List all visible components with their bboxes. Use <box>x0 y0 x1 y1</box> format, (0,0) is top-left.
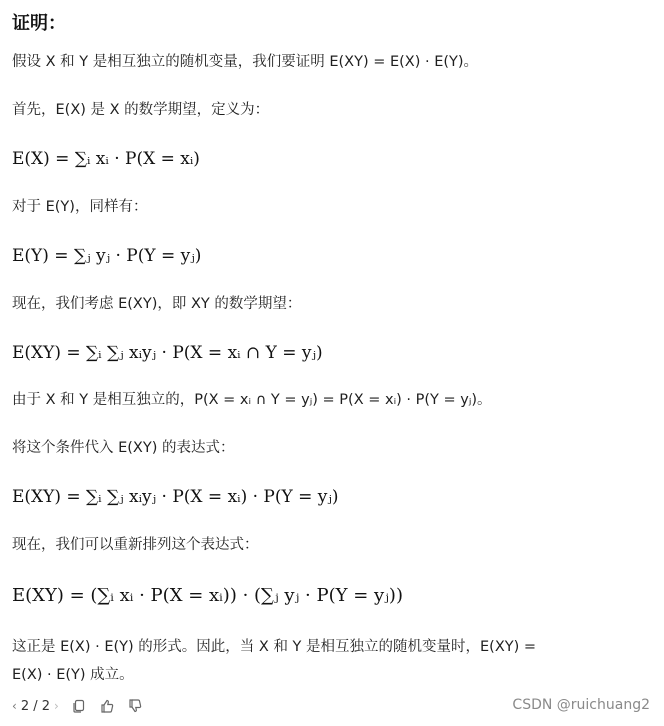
response-footer <box>12 695 143 717</box>
thumbs-down-icon-svg <box>128 699 142 713</box>
thumbs-up-icon[interactable] <box>99 698 115 714</box>
copy-icon-svg <box>72 699 86 713</box>
formula-exy-joint: E(XY) = ∑ᵢ ∑ⱼ xᵢyⱼ · P(X = xᵢ ∩ Y = yⱼ) <box>12 343 323 363</box>
paragraph-rearrange: 现在，我们可以重新排列这个表达式： <box>12 537 259 553</box>
previous-response-button[interactable]: ‹ <box>12 699 17 713</box>
copy-icon[interactable] <box>71 698 87 714</box>
paragraph-exy-consider: 现在，我们考虑 E(XY)，即 XY 的数学期望： <box>12 296 302 312</box>
section-heading: 证明： <box>12 13 66 34</box>
formula-exy-substituted: E(XY) = ∑ᵢ ∑ⱼ xᵢyⱼ · P(X = xᵢ) · P(Y = yⱼ) <box>12 487 339 507</box>
paragraph-ey-definition: 对于 E(Y)，同样有： <box>12 199 148 215</box>
formula-ey: E(Y) = ∑ⱼ yⱼ · P(Y = yⱼ) <box>12 246 202 266</box>
formula-exy-factored: E(XY) = (∑ᵢ xᵢ · P(X = xᵢ)) · (∑ⱼ yⱼ · P(Y = yⱼ)) <box>12 585 403 606</box>
thumbs-up-icon-svg <box>100 699 114 713</box>
response-pager <box>12 699 59 714</box>
csdn-watermark: CSDN @ruichuang2 <box>512 697 650 713</box>
thumbs-down-icon[interactable] <box>127 698 143 714</box>
paragraph-conclusion-line1: 这正是 E(X) · E(Y) 的形式。因此，当 X 和 Y 是相互独立的随机变量时，E(XY) = <box>12 639 537 655</box>
next-response-button[interactable]: › <box>54 699 59 713</box>
paragraph-substitute: 将这个条件代入 E(XY) 的表达式： <box>12 440 235 456</box>
paragraph-conclusion-line2: E(X) · E(Y) 成立。 <box>12 667 134 683</box>
paragraph-intro: 假设 X 和 Y 是相互独立的随机变量，我们要证明 E(XY) = E(X) · E(Y)。 <box>12 54 479 70</box>
paragraph-ex-definition: 首先，E(X) 是 X 的数学期望，定义为： <box>12 102 270 118</box>
formula-ex: E(X) = ∑ᵢ xᵢ · P(X = xᵢ) <box>12 149 200 169</box>
page-indicator: 2 / 2 <box>20 698 50 714</box>
paragraph-independence: 由于 X 和 Y 是相互独立的，P(X = xᵢ ∩ Y = yⱼ) = P(X = xᵢ) · P(Y = yⱼ)。 <box>12 392 492 408</box>
